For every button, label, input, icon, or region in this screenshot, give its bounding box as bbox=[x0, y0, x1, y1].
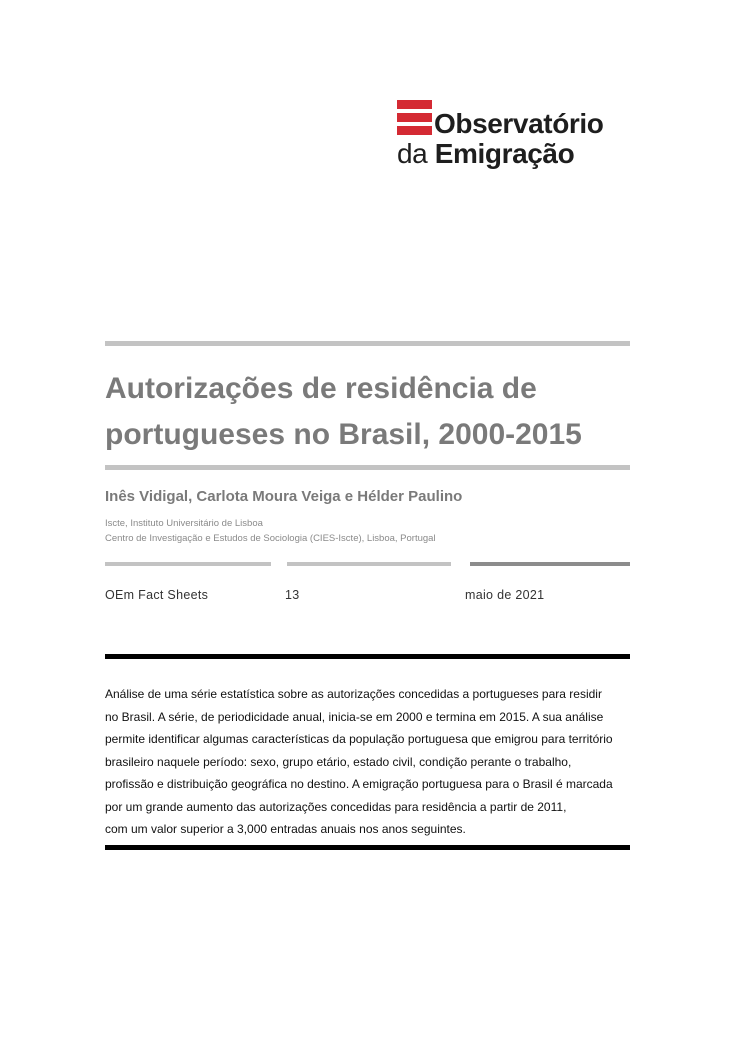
divider-under-title bbox=[105, 465, 630, 470]
abstract-line: Análise de uma série estatística sobre as autorizações concedidas a portugueses para residir bbox=[105, 687, 602, 701]
meta-divider-1 bbox=[105, 562, 271, 566]
issue-number: 13 bbox=[285, 588, 300, 602]
logo-text-emigracao: Emigração bbox=[434, 138, 575, 169]
abstract bbox=[105, 683, 633, 841]
abstract-line: profissão e distribuição geográfica no destino. A emigração portuguesa para o Brasil é marcada bbox=[105, 777, 613, 791]
abstract-line: brasileiro naquele período: sexo, grupo etário, estado civil, condição perante o trabalho, bbox=[105, 754, 572, 769]
logo-mark-icon bbox=[397, 100, 432, 139]
abstract-bottom-rule bbox=[105, 845, 630, 850]
meta-divider-3 bbox=[470, 562, 630, 566]
affiliation-line-1: Iscte, Instituto Universitário de Lisboa bbox=[105, 518, 263, 529]
logo bbox=[397, 100, 637, 175]
logo-text-line2 bbox=[397, 139, 574, 169]
abstract-line: com um valor superior a 3,000 entradas anuais nos anos seguintes. bbox=[105, 822, 466, 836]
logo-text-da: da bbox=[397, 138, 435, 169]
abstract-top-rule bbox=[105, 654, 630, 659]
meta-divider-2 bbox=[287, 562, 451, 566]
abstract-line: permite identificar algumas características da população portuguesa que emigrou para território bbox=[105, 732, 613, 746]
abstract-line: no Brasil. A série, de periodicidade anual, inicia-se em 2000 e termina em 2015. A sua análise bbox=[105, 709, 604, 724]
publication-date: maio de 2021 bbox=[465, 588, 545, 602]
authors: Inês Vidigal, Carlota Moura Veiga e Hélder Paulino bbox=[105, 488, 463, 505]
affiliation-line-2: Centro de Investigação e Estudos de Sociologia (CIES-Iscte), Lisboa, Portugal bbox=[105, 533, 436, 544]
divider-top bbox=[105, 341, 630, 346]
series-name: OEm Fact Sheets bbox=[105, 588, 209, 602]
logo-text-line1: Observatório bbox=[434, 108, 604, 139]
abstract-line: por um grande aumento das autorizações concedidas para residência a partir de 2011, bbox=[105, 799, 567, 814]
document-title: Autorizações de residência de portugueses no Brasil, 2000-2015 bbox=[105, 372, 582, 451]
